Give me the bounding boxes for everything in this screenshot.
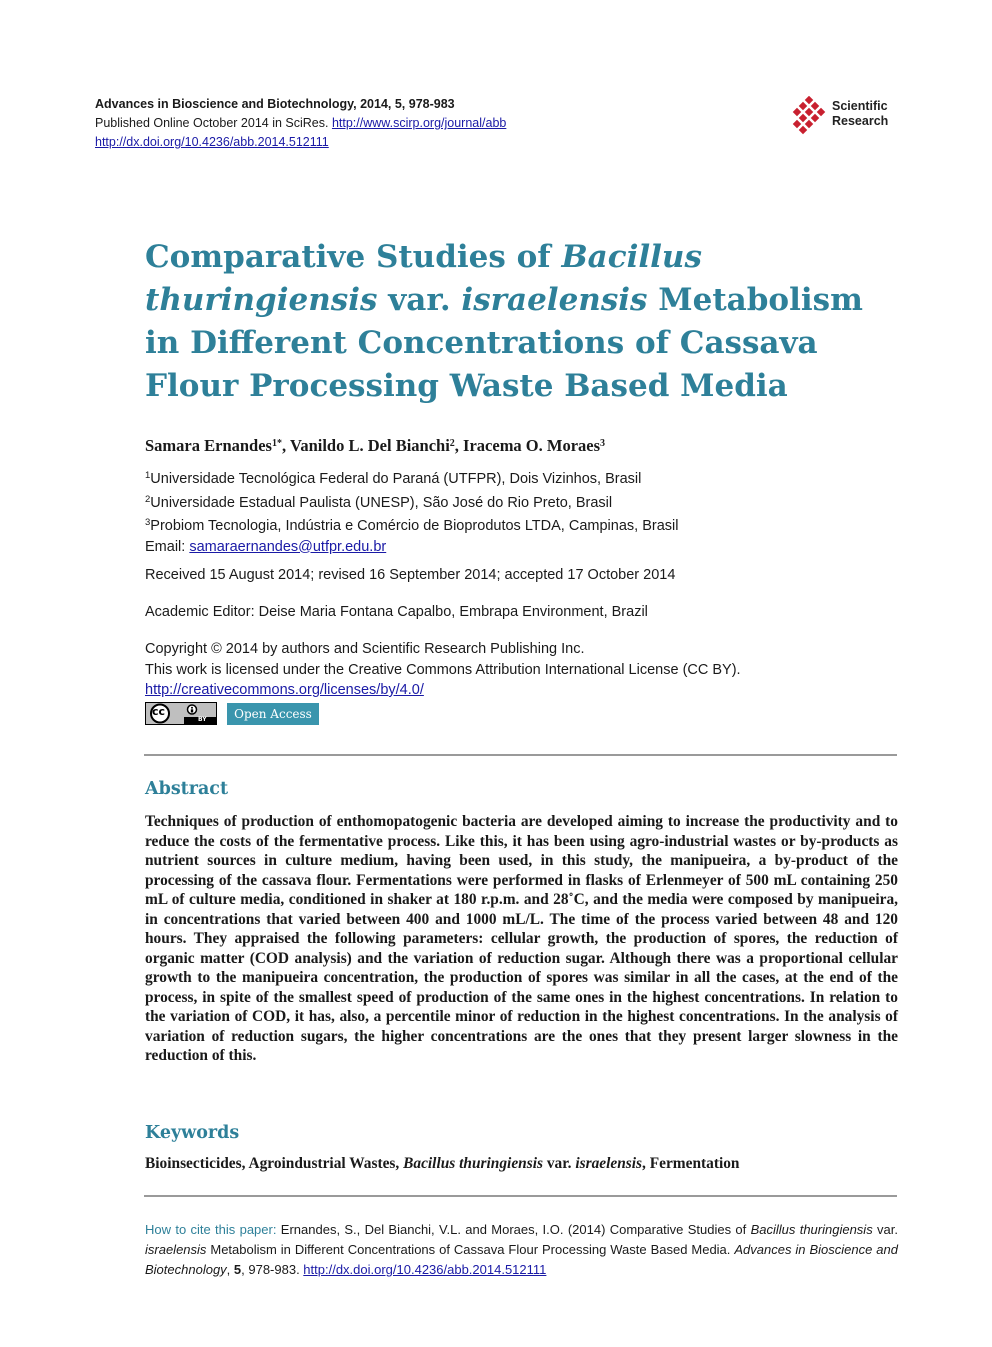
published-prefix: Published Online October 2014 in SciRes. xyxy=(95,116,332,130)
cite-italic: israelensis xyxy=(145,1242,207,1257)
title-part: var. xyxy=(377,282,462,318)
cite-doi-link[interactable]: http://dx.doi.org/10.4236/abb.2014.512111 xyxy=(303,1262,547,1277)
keywords-heading: Keywords xyxy=(145,1123,240,1143)
cite-journal: Advances in Bioscience and Biotechnology xyxy=(145,1242,898,1277)
author-name: Iracema O. Moraes xyxy=(463,436,601,455)
paper-title xyxy=(145,236,905,408)
published-line xyxy=(95,114,506,133)
logo-line2: Research xyxy=(832,114,889,128)
journal-header xyxy=(95,95,506,152)
copyright-line: Copyright © 2014 by authors and Scientific Research Publishing Inc. xyxy=(145,641,585,657)
title-part: Metabolism in Different Concentrations of Cassava Flour Processing Waste Based Media xyxy=(145,282,863,404)
affiliation-text: Probiom Tecnologia, Indústria e Comércio de Bioprodutos LTDA, Campinas, Brasil xyxy=(150,518,679,534)
editor-line: Academic Editor: Deise Maria Fontana Capalbo, Embrapa Environment, Brazil xyxy=(145,604,648,620)
author-sup: 2 xyxy=(449,438,455,449)
affiliation xyxy=(145,466,678,490)
keyword-part: Bioinsecticides, Agroindustrial Wastes, xyxy=(145,1155,404,1172)
affiliation-sup: 1 xyxy=(145,470,151,481)
copyright-block xyxy=(145,639,741,701)
cite-part: Metabolism in Different Concentrations of Cassava Flour Processing Waste Based Media. xyxy=(206,1242,735,1257)
doi-link[interactable]: http://dx.doi.org/10.4236/abb.2014.512111 xyxy=(95,135,329,149)
divider-top xyxy=(144,754,897,756)
logo-diamond-icon xyxy=(790,96,830,136)
keyword-part: , Fermentation xyxy=(642,1155,740,1172)
cc-by-badge[interactable] xyxy=(145,702,217,725)
open-access-badge[interactable]: Open Access xyxy=(227,703,319,725)
author-sup: 1* xyxy=(271,438,282,449)
affiliation-text: Universidade Tecnológica Federal do Paraná (UTFPR), Dois Vizinhos, Brasil xyxy=(150,471,642,487)
affiliations xyxy=(145,466,678,557)
author-name: Samara Ernandes xyxy=(145,436,272,455)
keyword-italic: israelensis xyxy=(575,1155,643,1172)
title-italic: thuringiensis xyxy=(145,282,378,318)
journal-citation: Advances in Bioscience and Biotechnology, 2014, 5, 978-983 xyxy=(95,97,455,111)
cite-part: , xyxy=(226,1262,234,1277)
affiliation-text: Universidade Estadual Paulista (UNESP), São José do Rio Preto, Brasil xyxy=(150,494,613,511)
author-sup: 3 xyxy=(600,438,606,449)
how-to-cite xyxy=(145,1220,898,1280)
logo-text xyxy=(832,99,888,129)
cite-part: Ernandes, S., Del Bianchi, V.L. and Moraes, I.O. (2014) Comparative Studies of xyxy=(276,1222,751,1237)
keyword-part: var. xyxy=(542,1155,576,1172)
logo-line1: Scientific xyxy=(832,99,888,113)
abstract-heading: Abstract xyxy=(145,779,229,799)
divider-bottom xyxy=(144,1195,897,1197)
email-line xyxy=(145,537,678,558)
author-name: Vanildo L. Del Bianchi xyxy=(289,436,450,455)
cite-label: How to cite this paper: xyxy=(145,1222,277,1237)
cite-part: var. xyxy=(872,1222,898,1237)
cc-label: cc xyxy=(152,705,166,718)
affiliation-sup: 2 xyxy=(145,493,151,505)
cite-italic: Bacillus thuringiensis xyxy=(750,1222,873,1237)
license-line: This work is licensed under the Creative Commons Attribution International License (CC BY). xyxy=(145,661,741,678)
cite-part: , 978-983. xyxy=(241,1262,304,1277)
email-link[interactable]: samaraernandes@utfpr.edu.br xyxy=(189,538,387,555)
abstract-text: Techniques of production of enthomopatogenic bacteria are developed aiming to increase the productivity and to reduce the costs of the fermentative process. Like this, it has been using agro-industrial wastes or by-products as nutrient sources in culture medium, having been used, in this study, the manipueira, a by-product of the processing of the cassava flour. Fermentations were performed in flasks of Erlenmeyer of 500 mL containing 250 mL of culture media, conditioned in shaker at 180 r.p.m. and 28˚C, and the media were composed by manipueira, in concentrations that varied between 400 and 1000 mL/L. The time of the process varied between 48 and 120 hours. They appraised the following parameters: cellular growth, the production of spores, the reduction of organic matter (COD analysis) and the variation of reduction sugar. Although there was a proportional cellular growth to the manipueira concentration, the production of spores was similar in all the cases, at the end of the process, in spite of the smallest speed of production of the same ones in the highest concentrations. In relation to the variation of COD, it has, also, a percentile minor of reduction in the highest concentrations. In the analysis of variation of reduction sugars, the higher concentrations are the ones that they present larger slowness in the reduction of this. xyxy=(145,813,898,1064)
dates-line: Received 15 August 2014; revised 16 September 2014; accepted 17 October 2014 xyxy=(145,567,676,583)
journal-url-link[interactable]: http://www.scirp.org/journal/abb xyxy=(331,116,507,130)
title-part: Comparative Studies of xyxy=(145,239,562,275)
email-label: Email: xyxy=(145,538,190,555)
keywords-text xyxy=(145,1155,739,1173)
scientific-research-logo xyxy=(790,96,910,136)
affiliation xyxy=(145,513,678,537)
affiliation xyxy=(145,490,678,514)
author-list: Samara Ernandes$^{1*}$, Vanildo L. Del Bianchi$^2$, Iracema O. Moraes$^3$ xyxy=(145,436,606,455)
title-italic: israelensis xyxy=(461,282,648,318)
affiliation-sup: 3 xyxy=(145,517,151,528)
keyword-italic: Bacillus thuringiensis xyxy=(403,1155,543,1172)
cite-volume: 5 xyxy=(233,1262,242,1277)
by-label: BY xyxy=(198,716,207,723)
title-italic: Bacillus xyxy=(561,239,702,275)
license-url-link[interactable]: http://creativecommons.org/licenses/by/4.0/ xyxy=(145,682,424,698)
